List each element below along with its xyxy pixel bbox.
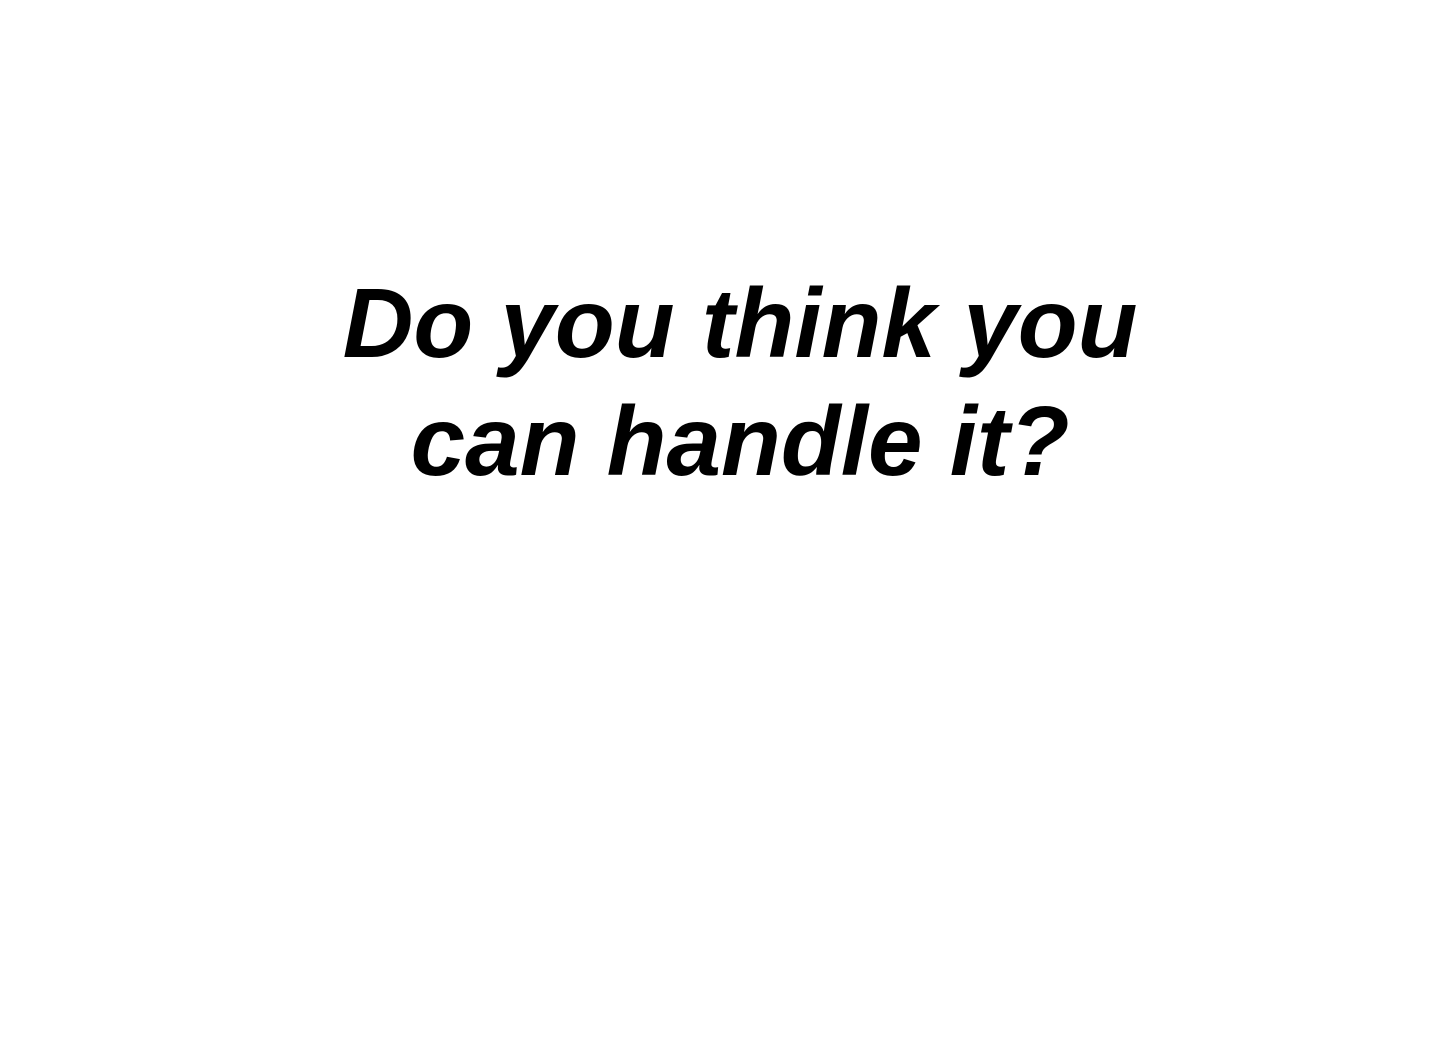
headline [0,264,1440,500]
headline-line-2: can handle it? [410,386,1070,496]
headline-line-1: Do you think you [342,268,1138,378]
